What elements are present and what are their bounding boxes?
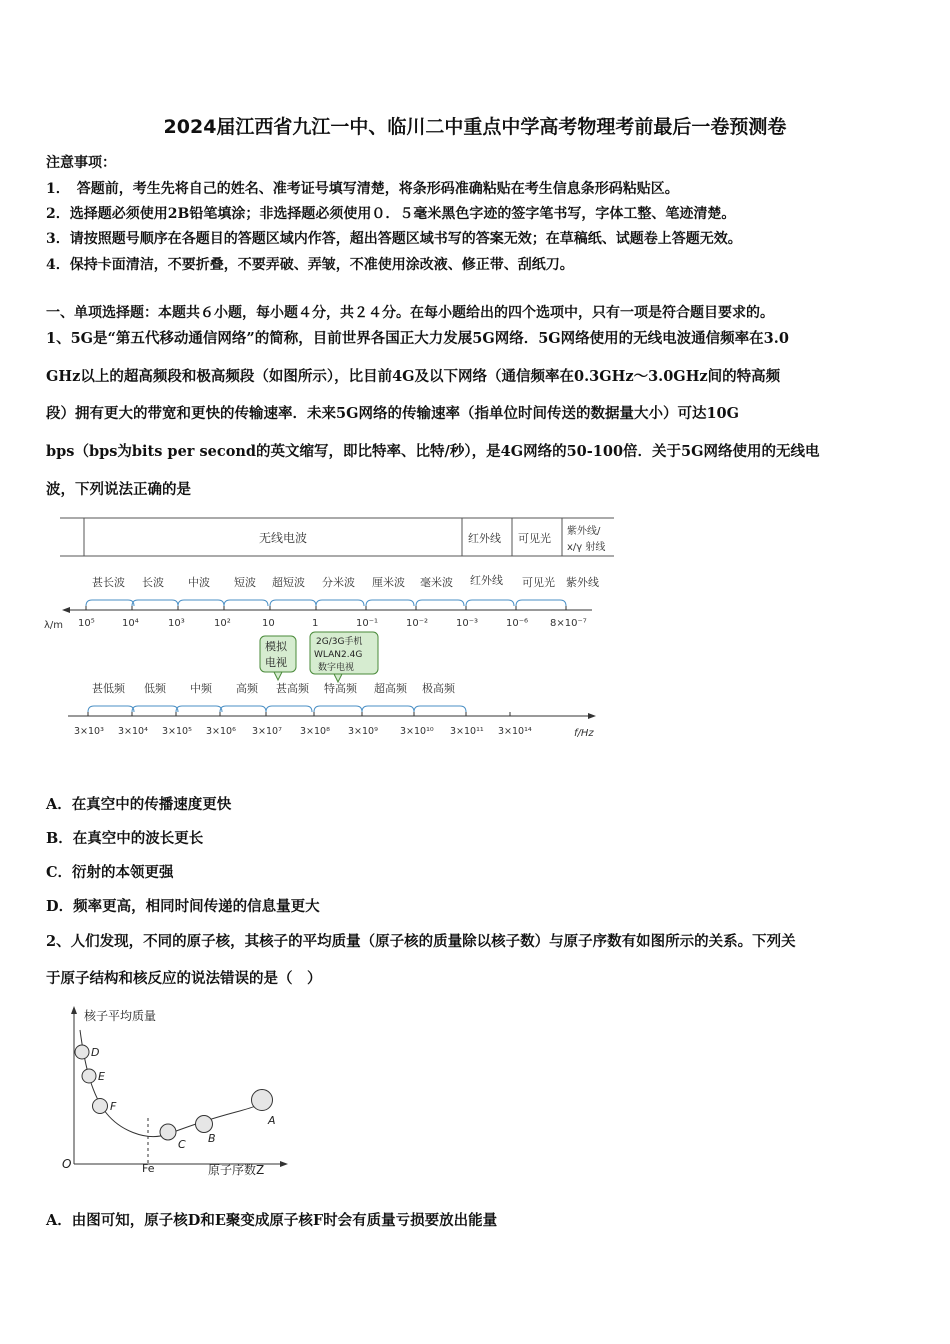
lambda-tick: 10⁻¹ [356,618,379,629]
notice-item: 1． 答题前，考生先将自己的姓名、准考证号填写清楚，将条形码准确粘贴在考生信息条形码粘贴区。 [46,181,679,197]
band-infrared: 红外线 [468,532,501,545]
freq-tick: 3×10³ [74,726,104,737]
lambda-tick: 10² [214,618,231,629]
wave-type-label: 毫米波 [420,576,453,589]
wave-type-label: 中波 [188,576,210,589]
notice-item: 3．请按照题号顺序在各题目的答题区域内作答，超出答题区域书写的答案无效；在草稿纸、试题卷上答题无效。 [46,231,742,247]
freq-tick: 3×10⁸ [300,726,330,737]
wave-type-label: 长波 [142,576,164,589]
freq-band-label: 特高频 [324,682,357,695]
wave-type-label: 紫外线 [566,576,599,589]
callout-tv-line: 电视 [265,656,287,669]
question-1-text: bps（bps为bits per second的英文缩写，即比特率、比特/秒），是4G网络的50-100倍．关于5G网络使用的无线电 [46,443,820,460]
freq-tick: 3×10⁶ [206,726,236,737]
freq-tick: 3×10¹¹ [450,726,484,737]
freq-tick: 3×10⁷ [252,726,282,737]
question-1-option: B．在真空中的波长更长 [46,830,204,847]
callout-mobile-line: WLAN2.4G [314,650,363,660]
wave-type-label: 厘米波 [372,576,405,589]
freq-band-label: 高频 [236,682,258,695]
nucleon-mass-graph [56,1000,296,1180]
lambda-axis-label: λ/m [44,620,64,631]
lambda-tick: 10⁻² [406,618,429,629]
spectrum-figure [44,510,624,745]
nucleus-point-e [82,1069,96,1083]
point-label: A [268,1114,276,1127]
band-visible: 可见光 [518,532,551,545]
nucleus-point-d [75,1045,89,1059]
band-uv: 紫外线/ [567,526,601,537]
question-1-text: GHz以上的超高频段和极高频段（如图所示），比目前4G及以下网络（通信频率在0.3GHz～3.0GHz间的特高频 [46,368,781,385]
nucleus-point-c [160,1124,176,1140]
freq-tick: 3×10⁵ [162,726,192,737]
freq-tick: 3×10¹⁰ [400,726,434,737]
callout-mobile-line: 数字电视 [318,663,355,673]
wave-type-label: 红外线 [470,574,503,587]
question-1-text: 波，下列说法正确的是 [46,481,191,498]
lambda-tick: 10⁴ [122,618,139,629]
freq-axis-label: f/Hz [574,728,594,739]
lambda-tick: 8×10⁻⁷ [550,618,587,629]
freq-band-label: 中频 [190,682,212,695]
wave-type-label: 超短波 [272,576,305,589]
freq-band-label: 低频 [144,682,166,695]
lambda-tick: 10⁵ [78,618,95,629]
section-heading: 一、单项选择题：本题共６小题，每小题４分，共２４分。在每小题给出的四个选项中，只有一项是符合题目要求的。 [46,305,774,321]
notice-item: 4．保持卡面清洁，不要折叠，不要弄破、弄皱，不准使用涂改液、修正带、刮纸刀。 [46,257,574,273]
callout-tv-line: 模拟 [265,640,287,653]
band-xray: x/γ 射线 [567,542,606,553]
page-title: 2024届江西省九江一中、临川二中重点中学高考物理考前最后一卷预测卷 [163,116,787,138]
point-label: B [208,1132,216,1145]
x-axis-label: 原子序数Z [208,1163,265,1177]
band-radio: 无线电波 [259,531,308,545]
question-1-option: A．在真空中的传播速度更快 [46,796,232,813]
point-label: E [98,1070,105,1083]
callout-mobile [310,632,378,682]
freq-band-label: 极高频 [422,682,455,695]
callout-mobile-line: 2G/3G手机 [316,637,363,647]
y-axis-label: 核子平均质量 [84,1009,157,1023]
wave-type-label: 短波 [234,576,256,589]
nucleus-point-a [252,1090,273,1111]
question-2-text: 2、人们发现，不同的原子核，其核子的平均质量（原子核的质量除以核子数）与原子序数有如图所示的关系。下列关 [46,933,796,950]
freq-tick: 3×10¹⁴ [498,726,532,737]
lambda-tick: 10³ [168,618,185,629]
freq-band-label: 超高频 [374,682,407,695]
lambda-tick: 10⁻³ [456,618,479,629]
wave-type-label: 可见光 [522,576,555,589]
question-1-text: 段）拥有更大的带宽和更快的传输速率．未来5G网络的传输速率（指单位时间传送的数据量大小）可达10G [46,405,740,422]
callout-tv [260,636,296,680]
question-2-option: A．由图可知，原子核D和E聚变成原子核F时会有质量亏损要放出能量 [46,1212,498,1229]
point-label: C [178,1138,186,1151]
notice-item: 2．选择题必须使用2B铅笔填涂；非选择题必须使用０．５毫米黑色字迹的签字笔书写，字体工整、笔迹清楚。 [46,206,736,222]
question-1-option: D．频率更高，相同时间传递的信息量更大 [46,898,320,915]
lambda-tick: 10 [262,618,275,629]
question-2-text: 于原子结构和核反应的说法错误的是（ ） [46,970,322,987]
lambda-tick: 1 [312,618,319,629]
question-1-option: C．衍射的本领更强 [46,864,174,881]
fe-label: Fe [142,1162,155,1175]
lambda-tick: 10⁻⁶ [506,618,529,629]
wave-type-label: 甚长波 [92,576,125,589]
origin-label: O [62,1157,72,1171]
point-label: F [110,1100,117,1113]
nucleus-point-b [196,1116,213,1133]
point-label: D [91,1046,100,1059]
nucleus-point-f [93,1099,108,1114]
freq-tick: 3×10⁴ [118,726,148,737]
question-1-text: 1、5G是“第五代移动通信网络”的简称，目前世界各国正大力发展5G网络．5G网络使用的无线电波通信频率在3.0 [46,330,789,347]
notice-heading: 注意事项： [46,155,116,171]
freq-tick: 3×10⁹ [348,726,378,737]
freq-band-label: 甚高频 [276,682,309,695]
wave-type-label: 分米波 [322,576,355,589]
freq-band-label: 甚低频 [92,682,125,695]
